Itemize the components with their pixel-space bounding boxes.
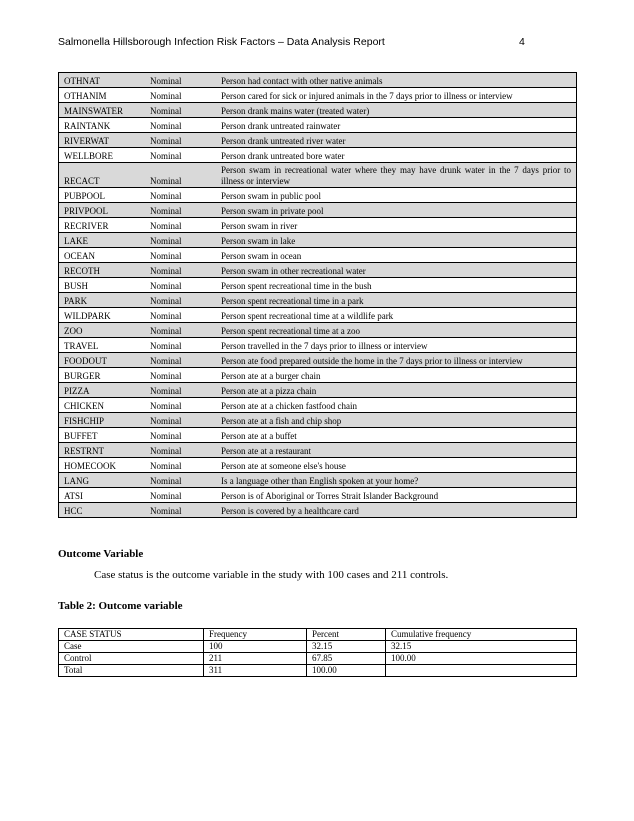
variable-type-cell: Nominal: [145, 88, 216, 103]
outcome-variable-paragraph: Case status is the outcome variable in the study with 100 cases and 211 controls.: [94, 569, 449, 581]
variable-description-cell: Person ate at a chicken fastfood chain: [216, 398, 577, 413]
header-cell: Frequency: [204, 629, 307, 641]
variable-description-cell: Person is of Aboriginal or Torres Strait Islander Background: [216, 488, 577, 503]
variable-type-cell: Nominal: [145, 148, 216, 163]
variable-description-cell: Person drank untreated bore water: [216, 148, 577, 163]
variable-type-cell: Nominal: [145, 413, 216, 428]
table-row: [59, 353, 577, 368]
table-row: [59, 133, 577, 148]
table-cell: 32.15: [307, 641, 386, 653]
variable-description-cell: Person swam in lake: [216, 233, 577, 248]
table-cell: 100.00: [386, 653, 577, 665]
variable-type-cell: Nominal: [145, 203, 216, 218]
variable-description-cell: Person swam in recreational water where they may have drunk water in the 7 days prior to illness or interview: [216, 163, 577, 188]
variable-description-cell: Person ate at a buffet: [216, 428, 577, 443]
table-row: [59, 503, 577, 518]
table-row: [59, 458, 577, 473]
variable-name-cell: BURGER: [59, 368, 146, 383]
variable-type-cell: Nominal: [145, 233, 216, 248]
variable-name-cell: ZOO: [59, 323, 146, 338]
table-row: [59, 398, 577, 413]
variable-type-cell: Nominal: [145, 428, 216, 443]
variable-description-cell: Person is covered by a healthcare card: [216, 503, 577, 518]
variable-description-cell: Person ate at a fish and chip shop: [216, 413, 577, 428]
variable-name-cell: WELLBORE: [59, 148, 146, 163]
variable-description-cell: Person ate at a burger chain: [216, 368, 577, 383]
variable-type-cell: Nominal: [145, 443, 216, 458]
table-cell: 311: [204, 665, 307, 677]
table-cell: Total: [59, 665, 204, 677]
table-cell: Case: [59, 641, 204, 653]
table-row: [59, 218, 577, 233]
variable-type-cell: Nominal: [145, 368, 216, 383]
table-row: [59, 488, 577, 503]
table-cell: 67.85: [307, 653, 386, 665]
variable-name-cell: BUSH: [59, 278, 146, 293]
variable-description-cell: Person ate food prepared outside the home in the 7 days prior to illness or interview: [216, 353, 577, 368]
variable-type-cell: Nominal: [145, 398, 216, 413]
variable-description-cell: Person drank untreated river water: [216, 133, 577, 148]
variable-name-cell: RESTRNT: [59, 443, 146, 458]
header-cell: Cumulative frequency: [386, 629, 577, 641]
variable-name-cell: LANG: [59, 473, 146, 488]
variable-type-cell: Nominal: [145, 323, 216, 338]
variable-description-cell: Is a language other than English spoken at your home?: [216, 473, 577, 488]
variable-name-cell: FOODOUT: [59, 353, 146, 368]
table-row: [59, 308, 577, 323]
variable-description-cell: Person swam in ocean: [216, 248, 577, 263]
variable-description-cell: Person cared for sick or injured animals in the 7 days prior to illness or interview: [216, 88, 577, 103]
variable-name-cell: WILDPARK: [59, 308, 146, 323]
table-row: [59, 118, 577, 133]
variable-name-cell: PARK: [59, 293, 146, 308]
variable-type-cell: Nominal: [145, 133, 216, 148]
variable-name-cell: HCC: [59, 503, 146, 518]
table-cell: 100: [204, 641, 307, 653]
variable-type-cell: Nominal: [145, 163, 216, 188]
table-row: [59, 248, 577, 263]
variable-type-cell: Nominal: [145, 118, 216, 133]
variable-type-cell: Nominal: [145, 353, 216, 368]
table-cell: [386, 665, 577, 677]
table-row: [59, 73, 577, 88]
variable-name-cell: PIZZA: [59, 383, 146, 398]
table-row: [59, 233, 577, 248]
table-row: [59, 263, 577, 278]
variable-type-cell: Nominal: [145, 488, 216, 503]
variable-description-cell: Person travelled in the 7 days prior to illness or interview: [216, 338, 577, 353]
table-cell: 211: [204, 653, 307, 665]
header-cell: CASE STATUS: [59, 629, 204, 641]
variable-type-cell: Nominal: [145, 278, 216, 293]
variable-type-cell: Nominal: [145, 383, 216, 398]
variable-type-cell: Nominal: [145, 73, 216, 88]
variable-name-cell: PUBPOOL: [59, 188, 146, 203]
variable-name-cell: OTHNAT: [59, 73, 146, 88]
table-cell: Control: [59, 653, 204, 665]
table-row: [59, 338, 577, 353]
header-cell: Percent: [307, 629, 386, 641]
table-row: [59, 428, 577, 443]
variable-name-cell: OCEAN: [59, 248, 146, 263]
table-cell: 100.00: [307, 665, 386, 677]
variable-description-cell: Person ate at someone else's house: [216, 458, 577, 473]
variable-name-cell: LAKE: [59, 233, 146, 248]
outcome-table: [58, 628, 577, 677]
variable-type-cell: Nominal: [145, 103, 216, 118]
variable-description-cell: Person swam in private pool: [216, 203, 577, 218]
table-row: [59, 203, 577, 218]
variable-name-cell: BUFFET: [59, 428, 146, 443]
variable-name-cell: PRIVPOOL: [59, 203, 146, 218]
table-row: [59, 188, 577, 203]
variables-table: [58, 72, 577, 518]
page-number: 4: [519, 36, 525, 48]
table-row: [59, 653, 577, 665]
variable-name-cell: HOMECOOK: [59, 458, 146, 473]
outcome-variable-heading: Outcome Variable: [58, 548, 144, 560]
variable-name-cell: RECACT: [59, 163, 146, 188]
table-row: [59, 413, 577, 428]
table-row: [59, 641, 577, 653]
page-header-title: Salmonella Hillsborough Infection Risk Factors – Data Analysis Report: [58, 36, 385, 48]
table-row: [59, 383, 577, 398]
variable-description-cell: Person ate at a pizza chain: [216, 383, 577, 398]
table-row: [59, 293, 577, 308]
outcome-table-header-row: [59, 629, 577, 641]
variable-description-cell: Person drank untreated rainwater: [216, 118, 577, 133]
variable-type-cell: Nominal: [145, 188, 216, 203]
variable-type-cell: Nominal: [145, 503, 216, 518]
variable-name-cell: TRAVEL: [59, 338, 146, 353]
variable-name-cell: CHICKEN: [59, 398, 146, 413]
variable-description-cell: Person ate at a restaurant: [216, 443, 577, 458]
variable-name-cell: RECOTH: [59, 263, 146, 278]
table-cell: 32.15: [386, 641, 577, 653]
variable-type-cell: Nominal: [145, 458, 216, 473]
table-row: [59, 665, 577, 677]
variable-description-cell: Person swam in river: [216, 218, 577, 233]
table-row: [59, 103, 577, 118]
variable-name-cell: OTHANIM: [59, 88, 146, 103]
variable-type-cell: Nominal: [145, 473, 216, 488]
variable-type-cell: Nominal: [145, 248, 216, 263]
table-row: [59, 323, 577, 338]
variable-name-cell: RIVERWAT: [59, 133, 146, 148]
variable-description-cell: Person spent recreational time in a park: [216, 293, 577, 308]
variable-description-cell: Person swam in public pool: [216, 188, 577, 203]
variable-type-cell: Nominal: [145, 263, 216, 278]
table-row: [59, 148, 577, 163]
variable-type-cell: Nominal: [145, 338, 216, 353]
variable-name-cell: MAINSWATER: [59, 103, 146, 118]
variable-name-cell: FISHCHIP: [59, 413, 146, 428]
variable-name-cell: ATSI: [59, 488, 146, 503]
variable-type-cell: Nominal: [145, 308, 216, 323]
table-row: [59, 443, 577, 458]
variable-name-cell: RAINTANK: [59, 118, 146, 133]
variable-description-cell: Person spent recreational time at a wildlife park: [216, 308, 577, 323]
table-row: [59, 163, 577, 188]
variable-description-cell: Person spent recreational time at a zoo: [216, 323, 577, 338]
variable-description-cell: Person swam in other recreational water: [216, 263, 577, 278]
table-caption: Table 2: Outcome variable: [58, 600, 183, 612]
table-row: [59, 368, 577, 383]
variable-type-cell: Nominal: [145, 293, 216, 308]
variable-description-cell: Person had contact with other native animals: [216, 73, 577, 88]
table-row: [59, 473, 577, 488]
table-row: [59, 88, 577, 103]
variable-description-cell: Person spent recreational time in the bush: [216, 278, 577, 293]
variable-description-cell: Person drank mains water (treated water): [216, 103, 577, 118]
table-row: [59, 278, 577, 293]
variable-name-cell: RECRIVER: [59, 218, 146, 233]
variable-type-cell: Nominal: [145, 218, 216, 233]
